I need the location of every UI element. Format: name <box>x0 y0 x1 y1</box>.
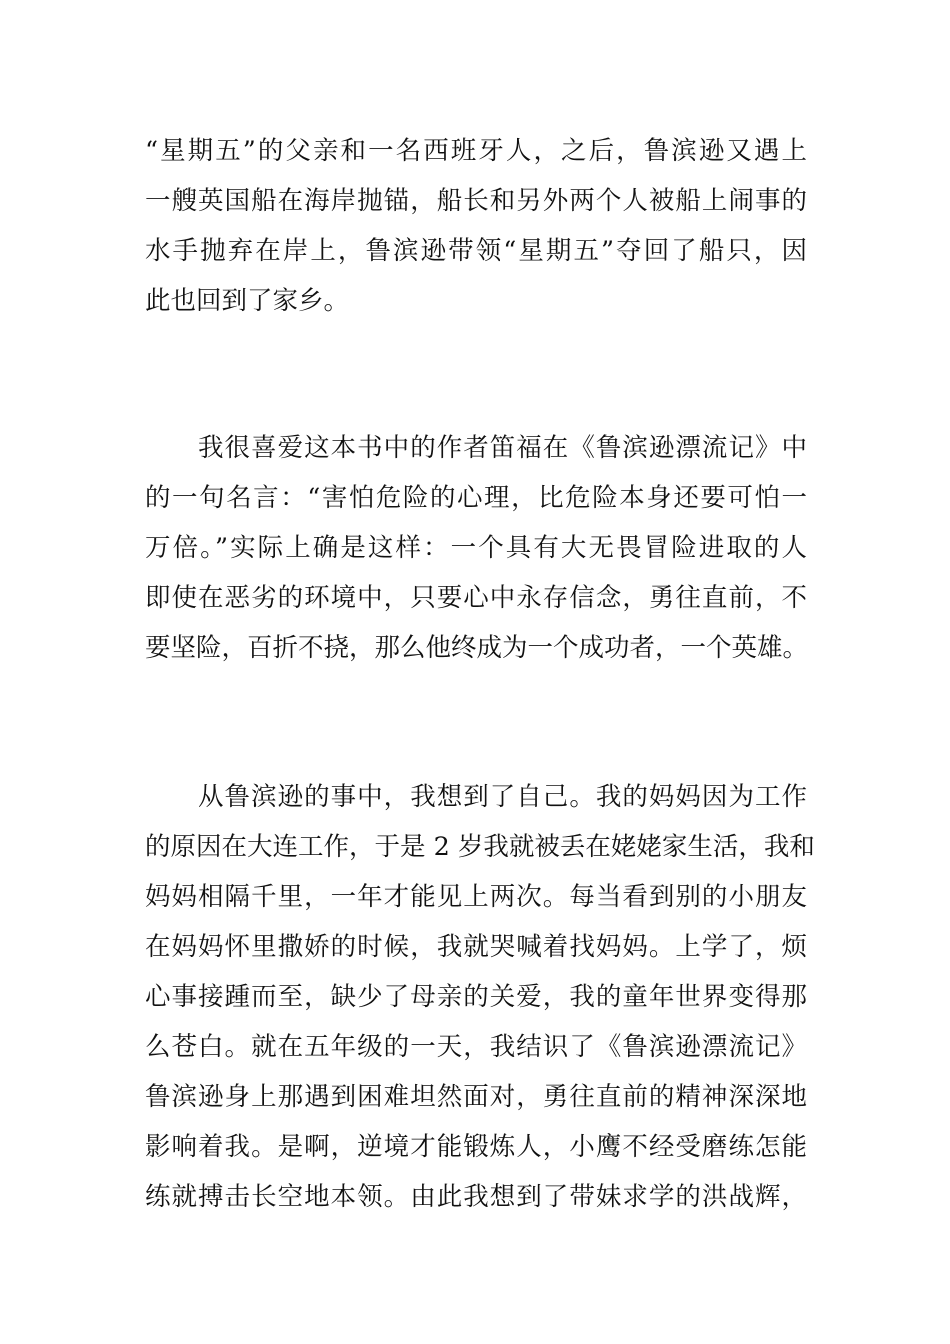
paragraph-3-line-9: 练就搏击长空地本领。由此我想到了带妹求学的洪战辉， <box>145 1182 807 1212</box>
paragraph-3-line-3: 妈妈相隔千里，一年才能见上两次。每当看到别的小朋友 <box>145 882 807 912</box>
paragraph-1-line-3: 水手抛弃在岸上，鲁滨逊带领“星期五”夺回了船只，因 <box>145 236 807 266</box>
paragraph-1-line-1: “星期五”的父亲和一名西班牙人，之后，鲁滨逊又遇上 <box>145 136 807 166</box>
paragraph-3-line-6: 么苍白。就在五年级的一天，我结识了《鲁滨逊漂流记》 <box>145 1032 807 1062</box>
paragraph-2-line-3: 万倍。”实际上确是这样：一个具有大无畏冒险进取的人 <box>145 533 807 563</box>
paragraph-3-line-2: 的原因在大连工作，于是 2 岁我就被丢在姥姥家生活，我和 <box>145 832 815 862</box>
paragraph-2-line-2: 的一句名言：“害怕危险的心理，比危险本身还要可怕一 <box>145 483 807 513</box>
paragraph-2-line-5: 要坚险，百折不挠，那么他终成为一个成功者，一个英雄。 <box>145 633 809 663</box>
paragraph-1-line-4: 此也回到了家乡。 <box>145 286 350 316</box>
paragraph-1-line-2: 一艘英国船在海岸抛锚，船长和另外两个人被船上闹事的 <box>145 186 807 216</box>
paragraph-2-line-4: 即使在恶劣的环境中，只要心中永存信念，勇往直前，不 <box>145 583 807 613</box>
paragraph-3-line-5: 心事接踵而至，缺少了母亲的关爱，我的童年世界变得那 <box>145 982 807 1012</box>
paragraph-3-line-8: 影响着我。是啊，逆境才能锻炼人，小鹰不经受磨练怎能 <box>145 1132 807 1162</box>
paragraph-3-line-4: 在妈妈怀里撒娇的时候，我就哭喊着找妈妈。上学了，烦 <box>145 932 807 962</box>
paragraph-3-line-1: 从鲁滨逊的事中，我想到了自己。我的妈妈因为工作 <box>145 782 807 812</box>
paragraph-3-line-7: 鲁滨逊身上那遇到困难坦然面对，勇往直前的精神深深地 <box>145 1082 807 1112</box>
paragraph-2-line-1: 我很喜爱这本书中的作者笛福在《鲁滨逊漂流记》中 <box>145 433 807 463</box>
